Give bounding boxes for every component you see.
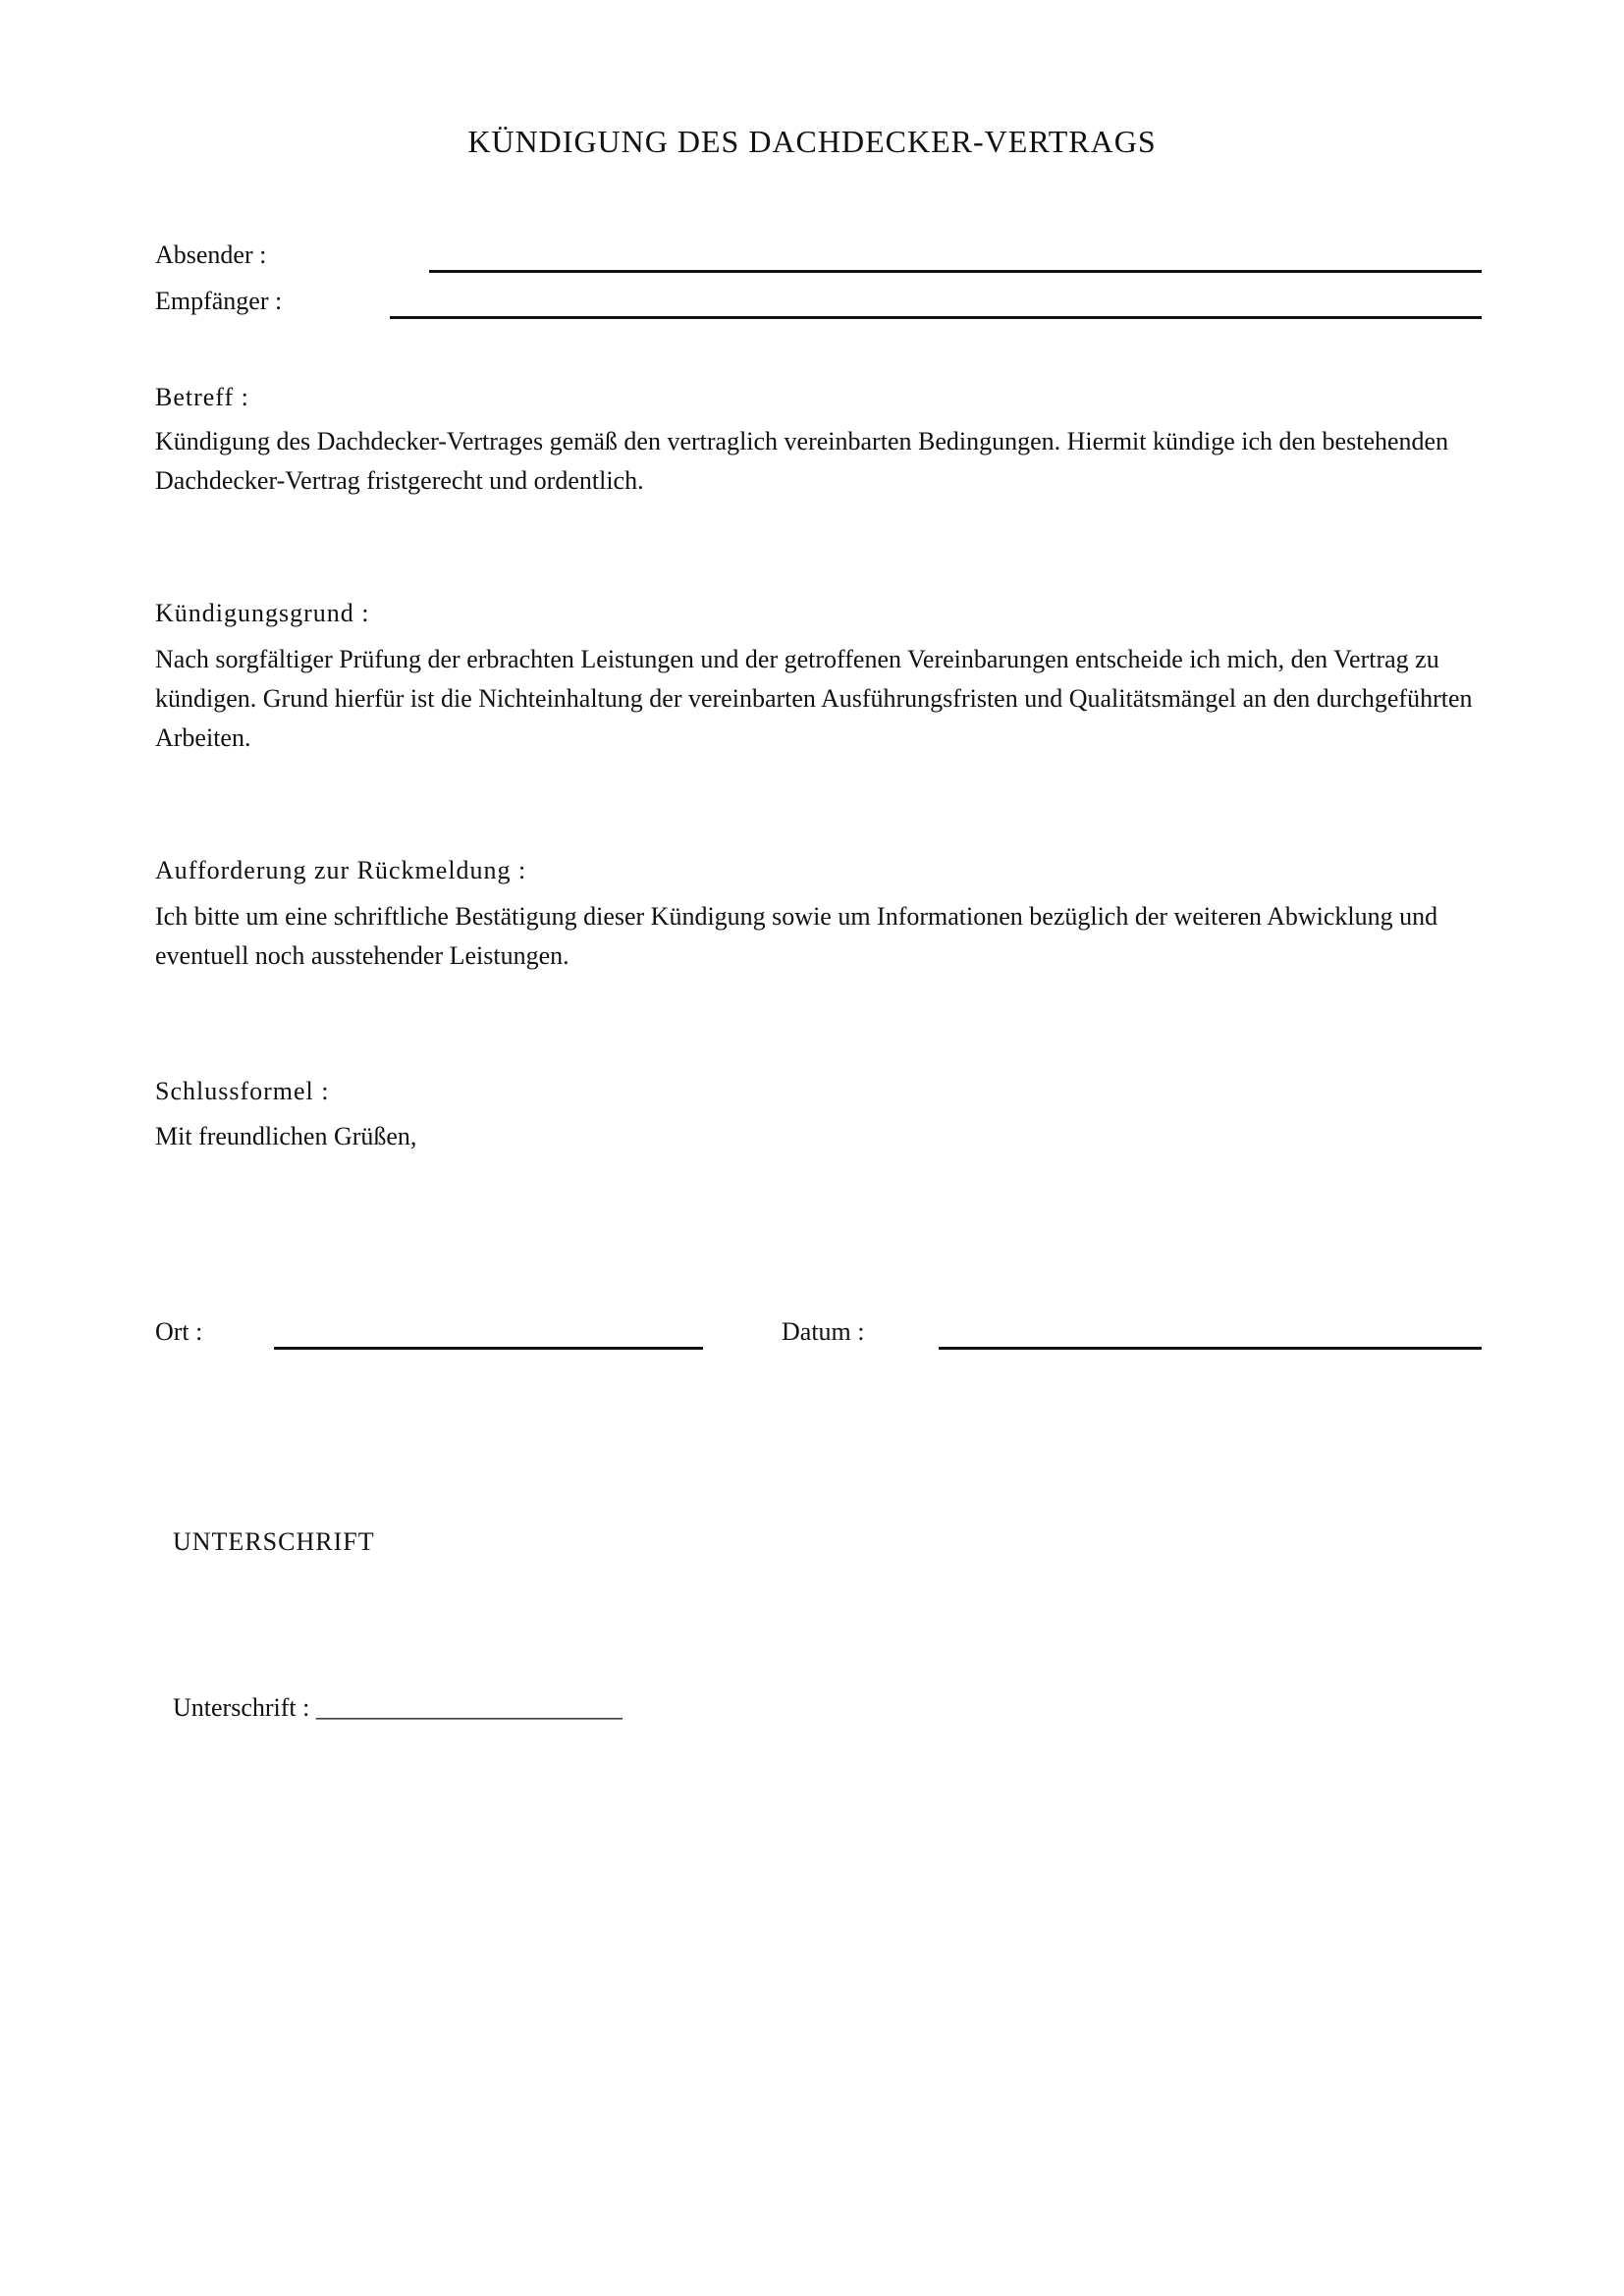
reason-text: Nach sorgfältiger Prüfung der erbrachten Leistungen und der getroffenen Vereinbarungen entscheide ich mich, den Vertrag zu kündigen. Grund hierfür ist die Nichteinhaltung der vereinbarten Ausführungsfristen und Qualitätsmängel an den durchgeführten Arbeiten. (155, 645, 1473, 752)
place-line (274, 1347, 703, 1350)
recipient-line (390, 316, 1482, 319)
closing-heading: Schlussformel : (155, 1077, 330, 1105)
date-label: Datum : (782, 1317, 865, 1346)
document-title: KÜNDIGUNG DES DACHDECKER-VERTRAGS (467, 124, 1157, 159)
sender-label: Absender : (155, 240, 267, 269)
response-request-text: Ich bitte um eine schriftliche Bestätigung dieser Kündigung sowie um Informationen bezüglich der weiteren Abwicklung und eventuell noch ausstehender Leistungen. (155, 902, 1438, 970)
sender-line (429, 270, 1482, 273)
reason-heading: Kündigungsgrund : (155, 599, 370, 627)
place-label: Ort : (155, 1317, 203, 1346)
signature-heading: UNTERSCHRIFT (173, 1527, 375, 1556)
date-line (939, 1347, 1482, 1350)
recipient-label: Empfänger : (155, 287, 283, 315)
signature-line: Unterschrift : ________________________ (173, 1693, 623, 1722)
response-request-heading: Aufforderung zur Rückmeldung : (155, 856, 527, 884)
subject-text: Kündigung des Dachdecker-Vertrages gemäß den vertraglich vereinbarten Bedingungen. Hiermit kündige ich den bestehenden Dachdecker-Vertrag fristgerecht und ordentlich. (155, 427, 1449, 495)
subject-heading: Betreff : (155, 383, 249, 411)
closing-text: Mit freundlichen Grüßen, (155, 1122, 417, 1150)
